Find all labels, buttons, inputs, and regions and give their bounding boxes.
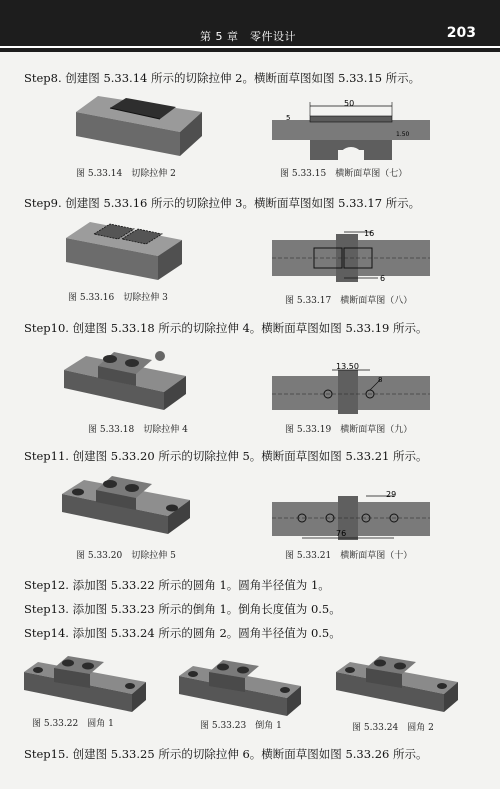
step-8-text: Step8. 创建图 5.33.14 所示的切除拉伸 2。横断面草图如图 5.33.15 所示。 xyxy=(24,71,421,85)
header-rule xyxy=(0,46,500,48)
sketch-10-top-dim: 29 xyxy=(386,490,397,499)
page-header xyxy=(0,0,500,52)
caption-5-33-23: 图 5.33.23 倒角 1 xyxy=(200,721,282,731)
chapter-title: 第 5 章 零件设计 xyxy=(200,30,296,43)
caption-5-33-17: 图 5.33.17 横断面草图（八） xyxy=(285,296,413,306)
figure-chamfer-1 xyxy=(175,652,305,722)
sketch-8-bottom-dim: 6 xyxy=(380,274,386,283)
step-13-text: Step13. 添加图 5.33.23 所示的倒角 1。倒角长度值为 0.5。 xyxy=(24,602,341,616)
caption-5-33-22: 图 5.33.22 圆角 1 xyxy=(32,719,114,729)
sketch-7-right-dim: 1.50 xyxy=(396,131,410,138)
step-12-text: Step12. 添加图 5.33.22 所示的圆角 1。圆角半径值为 1。 xyxy=(24,578,330,592)
caption-5-33-19: 图 5.33.19 横断面草图（九） xyxy=(285,425,413,435)
caption-5-33-18: 图 5.33.18 切除拉伸 4 xyxy=(88,425,188,435)
caption-5-33-14: 图 5.33.14 切除拉伸 2 xyxy=(76,169,176,179)
figure-cut-extrude-4 xyxy=(60,340,190,416)
sketch-9-distance-dim: 13.50 xyxy=(336,362,359,371)
page-number: 203 xyxy=(446,25,476,41)
sketch-9-diameter-dim: 8 xyxy=(378,376,383,384)
figure-cut-extrude-5 xyxy=(58,468,194,540)
figure-sketch-8 xyxy=(272,226,430,286)
figure-fillet-2 xyxy=(332,648,462,718)
sketch-7-left-dim: 5 xyxy=(286,114,291,122)
caption-5-33-20: 图 5.33.20 切除拉伸 5 xyxy=(76,551,176,561)
figure-cut-extrude-2 xyxy=(68,92,208,160)
step-10-text: Step10. 创建图 5.33.18 所示的切除拉伸 4。横断面草图如图 5.33.19 所示。 xyxy=(24,321,428,335)
step-11-text: Step11. 创建图 5.33.20 所示的切除拉伸 5。横断面草图如图 5.33.21 所示。 xyxy=(24,449,428,463)
caption-5-33-24: 图 5.33.24 圆角 2 xyxy=(352,723,434,733)
caption-5-33-16: 图 5.33.16 切除拉伸 3 xyxy=(68,293,168,303)
caption-5-33-21: 图 5.33.21 横断面草图（十） xyxy=(285,551,413,561)
figure-sketch-10 xyxy=(272,488,430,544)
figure-fillet-1 xyxy=(20,648,150,718)
caption-5-33-15: 图 5.33.15 横断面草图（七） xyxy=(280,169,408,179)
step-14-text: Step14. 添加图 5.33.24 所示的圆角 2。圆角半径值为 0.5。 xyxy=(24,626,341,640)
step-15-text: Step15. 创建图 5.33.25 所示的切除拉伸 6。横断面草图如图 5.33.26 所示。 xyxy=(24,747,428,761)
figure-sketch-9 xyxy=(272,362,430,416)
sketch-10-bottom-dim: 76 xyxy=(336,529,347,538)
step-9-text: Step9. 创建图 5.33.16 所示的切除拉伸 3。横断面草图如图 5.33.17 所示。 xyxy=(24,196,421,210)
figure-cut-extrude-3 xyxy=(60,216,188,286)
sketch-8-top-dim: 16 xyxy=(364,229,375,238)
figure-sketch-7 xyxy=(272,98,430,164)
sketch-7-width-dim: 50 xyxy=(344,99,355,108)
